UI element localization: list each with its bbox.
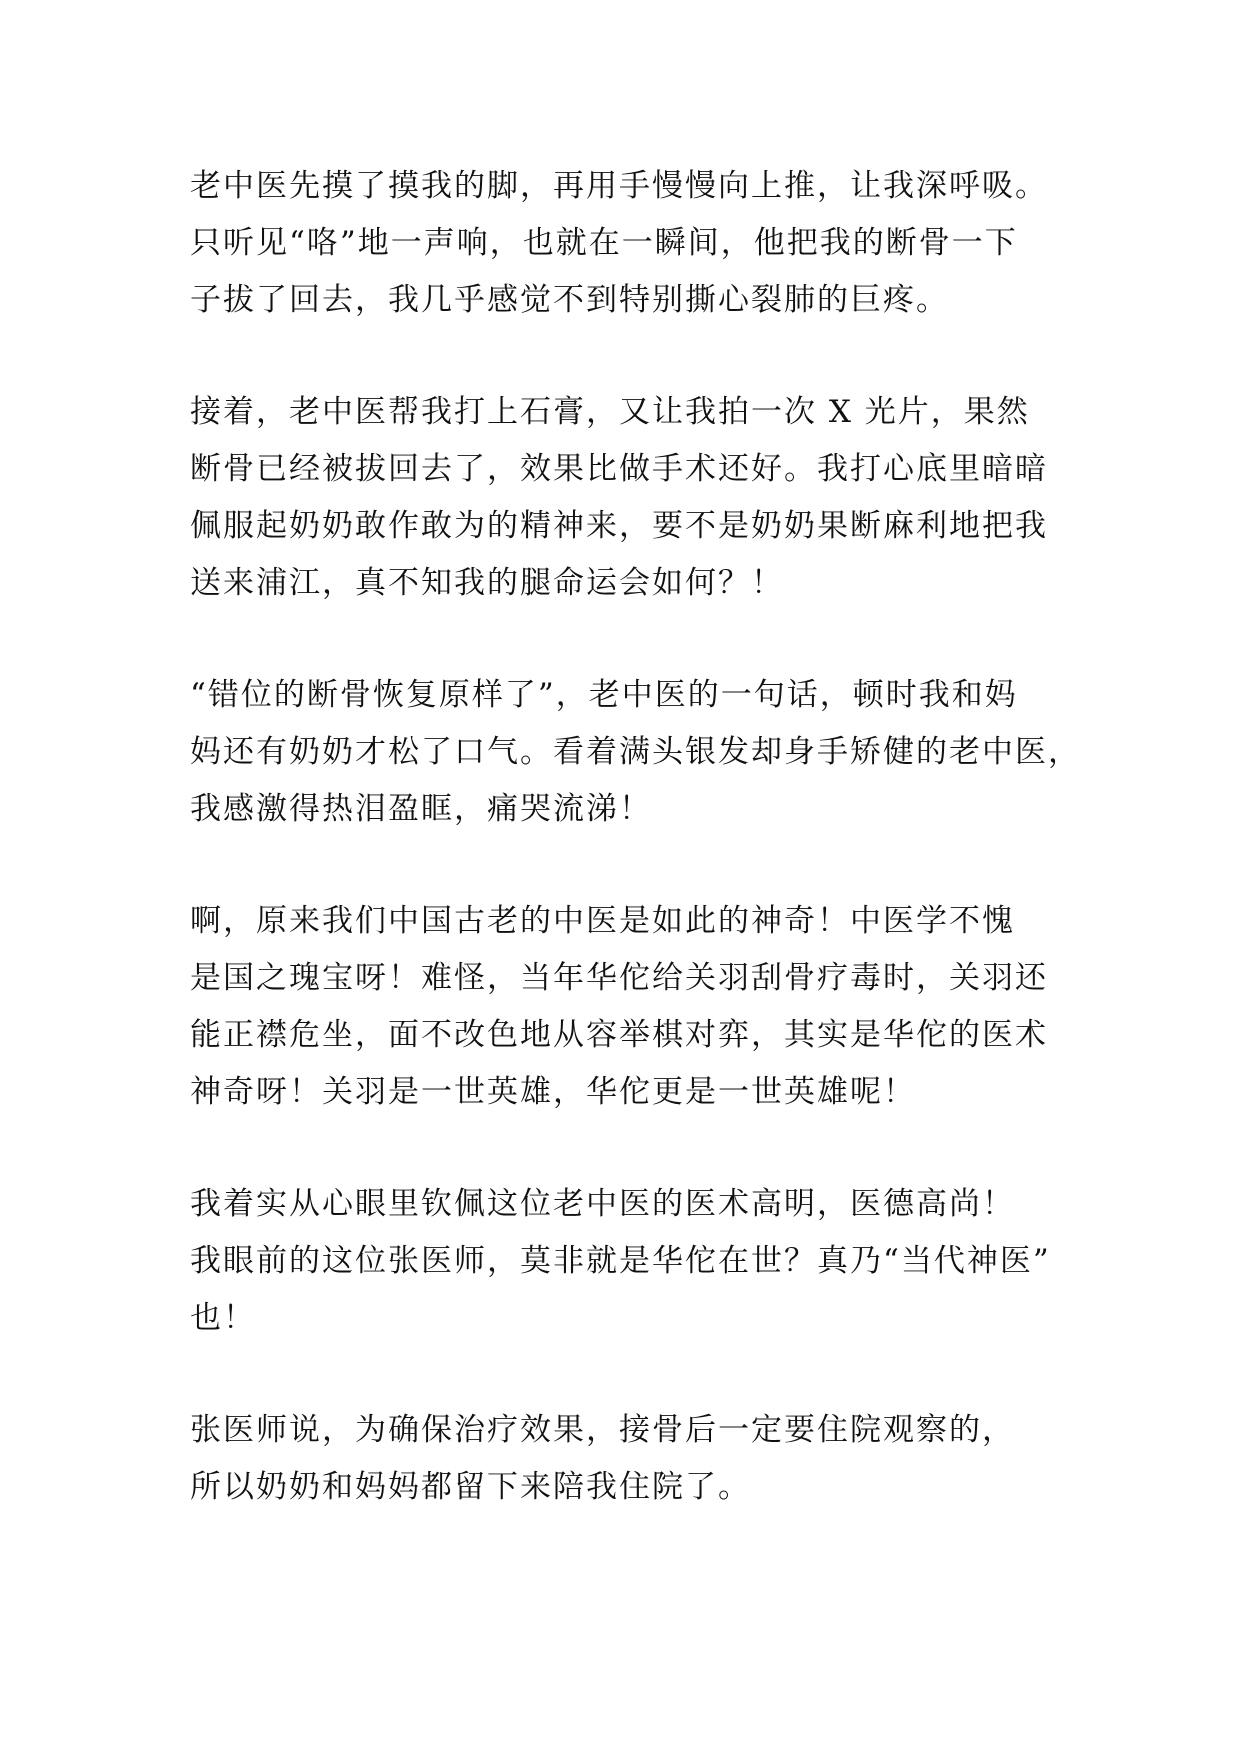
- text-line: 送来浦江，真不知我的腿命运会如何？！: [190, 565, 784, 601]
- text-line: 我眼前的这位张医师，莫非就是华佗在世？真乃“当代神医”: [190, 1243, 1051, 1279]
- paragraph-6: [190, 1402, 1070, 1516]
- text-line: 佩服起奶奶敢作敢为的精神来，要不是奶奶果断麻利地把我: [190, 508, 1048, 544]
- text-line: 接着，老中医帮我打上石膏，又让我拍一次 X 光片，果然: [190, 394, 1030, 430]
- text-line: “错位的断骨恢复原样了”，老中医的一句话，顿时我和妈: [190, 677, 1018, 713]
- paragraph-4: [190, 893, 1070, 1121]
- paragraph-3: [190, 667, 1081, 838]
- text-line: 断骨已经被拔回去了，效果比做手术还好。我打心底里暗暗: [190, 451, 1048, 487]
- text-line: 也！: [190, 1300, 256, 1336]
- paragraph-2: [190, 384, 1070, 612]
- text-line: 所以奶奶和妈妈都留下来陪我住院了。: [190, 1469, 751, 1505]
- text-line: 能正襟危坐，面不改色地从容举棋对弈，其实是华佗的医术: [190, 1017, 1048, 1053]
- text-line: 张医师说，为确保治疗效果，接骨后一定要住院观察的，: [190, 1412, 1015, 1448]
- text-line: 我着实从心眼里钦佩这位老中医的医术高明，医德高尚！: [190, 1186, 1015, 1222]
- text-line: 是国之瑰宝呀！难怪，当年华佗给关羽刮骨疗毒时，关羽还: [190, 960, 1048, 996]
- document-body: [190, 158, 1081, 1571]
- text-line: 我感激得热泪盈眶，痛哭流涕！: [190, 791, 652, 827]
- text-line: 只听见“咯”地一声响，也就在一瞬间，他把我的断骨一下: [190, 225, 1018, 261]
- text-line: 神奇呀！关羽是一世英雄，华佗更是一世英雄呢！: [190, 1074, 916, 1110]
- paragraph-5: [190, 1176, 1070, 1347]
- text-line: 妈还有奶奶才松了口气。看着满头银发却身手矫健的老中医，: [190, 734, 1081, 770]
- text-line: 子拔了回去，我几乎感觉不到特别撕心裂肺的巨疼。: [190, 282, 949, 318]
- text-line: 啊，原来我们中国古老的中医是如此的神奇！中医学不愧: [190, 903, 1015, 939]
- paragraph-1: [190, 158, 1070, 329]
- text-line: 老中医先摸了摸我的脚，再用手慢慢向上推，让我深呼吸。: [190, 168, 1048, 204]
